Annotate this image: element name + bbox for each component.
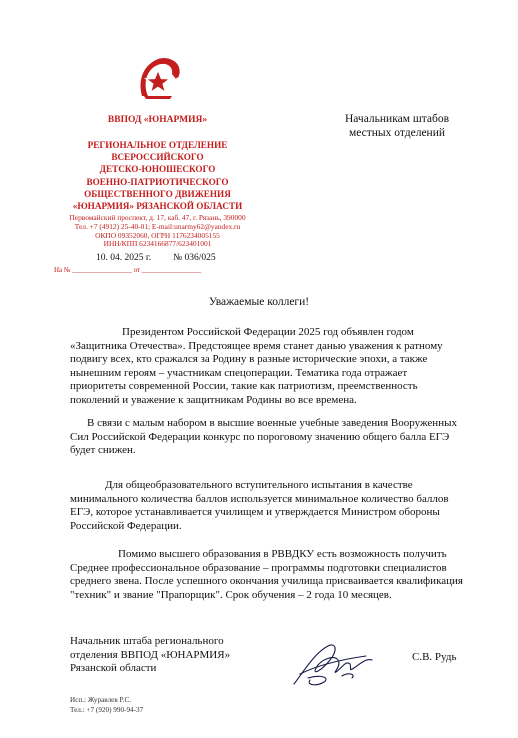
letterhead xyxy=(50,115,265,212)
signer-title-line: Начальник штаба регионального xyxy=(70,635,224,647)
executor-block xyxy=(70,696,143,715)
address-line: Первомайский проспект, д. 17, каб. 47, г. Рязань, 390000 xyxy=(69,213,246,222)
org-name-line: ВСЕРОССИЙСКОГО xyxy=(111,152,204,163)
letter-date-number xyxy=(96,253,238,263)
signer-title xyxy=(70,635,230,676)
inn-kpp-line: ИНН/КПП 6234166877/623401001 xyxy=(103,239,212,249)
org-name-line: ОБЩЕСТВЕННОГО ДВИЖЕНИЯ xyxy=(84,188,231,199)
letter-number: № 036/025 xyxy=(173,253,216,263)
handwritten-signature-icon xyxy=(286,638,378,690)
reference-line: На № _________________ от _________________ xyxy=(54,266,202,274)
org-name-line: ДЕТСКО-ЮНОШЕСКОГО xyxy=(99,164,216,175)
greeting: Уважаемые коллеги! xyxy=(208,296,310,308)
signer-name: С.В. Рудь xyxy=(412,651,457,663)
signer-title-line: отделения ВВПОД «ЮНАРМИЯ» xyxy=(70,648,231,661)
letter-date: 10. 04. 2025 г. xyxy=(96,253,152,263)
body-paragraph: Помимо высшего образования в РВВДКУ есть возможность получить Среднее профессиональное образование – программы подготовки специалистов среднего звена. После успешного окончания училища присваивается квалификация "техник" и звание "Прапорщик". Срок обучения – 2 года 10 месяцев. xyxy=(70,548,463,601)
org-address-block xyxy=(50,214,265,249)
signer-title-line: Рязанской области xyxy=(70,662,157,675)
body-paragraph: Президентом Российской Федерации 2025 год объявлен годом «Защитника Отечества». Предстоящее время станет данью уважения к ратному подвигу всех, кто сражался за Родину в разные исторические эпохи, а также нынешним героям – участникам спецоперации. Тематика года отражает приоритеты современной России, такие как патриотизм, преемственность поколений и уважение к защитникам Родины во все времена. xyxy=(70,326,443,406)
body-paragraph: В связи с малым набором в высшие военные учебные заведения Вооруженных Сил Российской Федерации конкурс по пороговому значению общего балла ЕГЭ будет снижен. xyxy=(70,417,457,457)
org-name-line: ВОЕННО-ПАТРИОТИЧЕСКОГО xyxy=(86,176,229,187)
executor-name: Исп.: Журавлев Р.С. xyxy=(70,696,132,704)
recipient-line: местных отделений xyxy=(348,126,446,139)
recipient-line: Начальникам штабов xyxy=(344,113,450,125)
org-name-line: РЕГИОНАЛЬНОЕ ОТДЕЛЕНИЕ xyxy=(87,140,228,150)
org-short-name: ВВПОД «ЮНАРМИЯ» xyxy=(107,115,208,125)
okpo-ogrn-line: ОКПО 09352060, ОГРН 1176234005155 xyxy=(95,230,220,240)
yunarmy-logo-icon xyxy=(134,52,184,102)
org-name-line: «ЮНАРМИЯ» РЯЗАНСКОЙ ОБЛАСТИ xyxy=(72,201,243,212)
recipient-block xyxy=(322,113,472,140)
executor-phone: Тел.: +7 (920) 990-94-37 xyxy=(70,705,144,714)
body-paragraph: Для общеобразовательного вступительного испытания в качестве минимального количества баллов используется минимальное количество баллов ЕГЭ, которое устанавливается училищем и утверждается Министром обороны Российской Федерации. xyxy=(70,479,449,532)
org-full-name xyxy=(50,139,265,212)
phone-email-line: Тел. +7 (4912) 25-40-01; E-mail:unarmy62@yandex.ru xyxy=(74,221,241,231)
